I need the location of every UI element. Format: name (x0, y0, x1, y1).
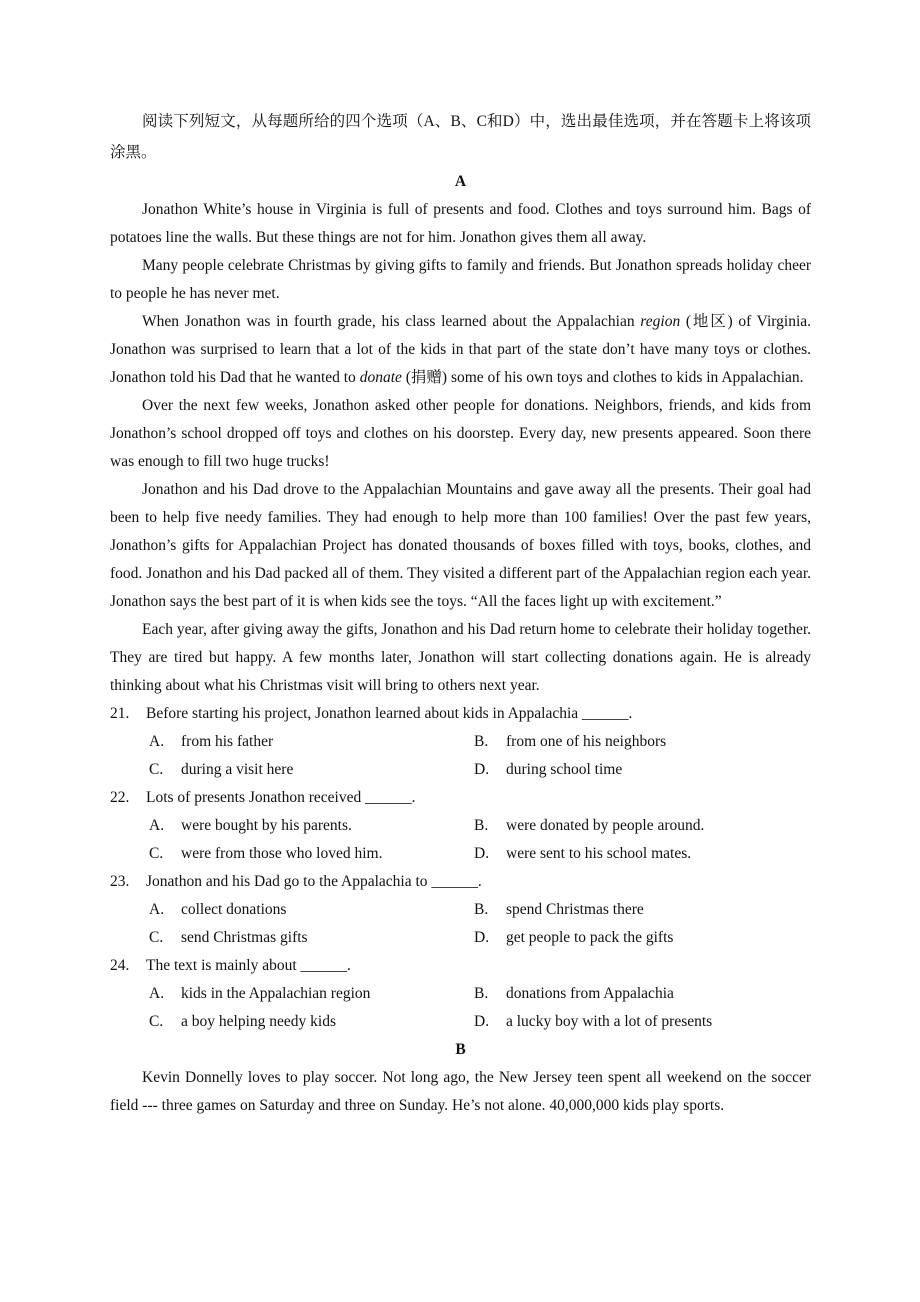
option-letter: B. (474, 817, 489, 834)
passage-a-paragraph-4: Over the next few weeks, Jonathon asked other people for donations. Neighbors, friends, and kids from Jonathon’s school dropped off toys and clothes on his doorstep. Every day, new presents appeared. Soon there was enough to fill two huge trucks! (110, 397, 811, 470)
option-letter: D. (474, 761, 490, 778)
option-text: during a visit here (181, 761, 294, 778)
question-stem: Lots of presents Jonathon received ______. (146, 789, 416, 806)
passage-a-paragraph-1: Jonathon White’s house in Virginia is full of presents and food. Clothes and toys surround him. Bags of potatoes line the walls. But these things are not for him. Jonathon gives them all away. (110, 201, 811, 246)
question-number: 23. (110, 873, 130, 890)
option-b[interactable] (474, 812, 799, 840)
option-text: were from those who loved him. (181, 845, 383, 862)
option-b[interactable] (474, 728, 799, 756)
passage-a-paragraph-3 (110, 308, 811, 392)
option-text: during school time (506, 761, 623, 778)
question-number: 24. (110, 957, 130, 974)
option-letter: B. (474, 733, 489, 750)
option-letter: A. (149, 733, 165, 750)
option-a[interactable] (149, 980, 474, 1008)
option-letter: B. (474, 985, 489, 1002)
passage-b-heading: B (455, 1041, 466, 1058)
option-text: from one of his neighbors (506, 733, 667, 750)
option-letter: A. (149, 985, 165, 1002)
question-22 (110, 784, 811, 868)
question-stem: The text is mainly about ______. (146, 957, 351, 974)
option-d[interactable] (474, 840, 799, 868)
option-a[interactable] (149, 728, 474, 756)
text-run: (捐赠) some of his own toys and clothes to kids in Appalachian. (401, 369, 804, 386)
option-text: get people to pack the gifts (506, 929, 674, 946)
option-letter: A. (149, 817, 165, 834)
question-21 (110, 700, 811, 784)
option-text: from his father (181, 733, 274, 750)
passage-a-paragraph-6: Each year, after giving away the gifts, Jonathon and his Dad return home to celebrate their holiday together. They are tired but happy. A few months later, Jonathon will start collecting donations again. He is already thinking about what his Christmas visit will bring to others next year. (110, 621, 811, 694)
option-a[interactable] (149, 812, 474, 840)
question-stem: Before starting his project, Jonathon learned about kids in Appalachia ______. (146, 705, 633, 722)
option-text: kids in the Appalachian region (181, 985, 371, 1002)
option-text: were bought by his parents. (181, 817, 352, 834)
option-c[interactable] (149, 1008, 474, 1036)
italic-word-region: region (640, 313, 681, 330)
option-letter: D. (474, 845, 490, 862)
option-c[interactable] (149, 756, 474, 784)
option-text: donations from Appalachia (506, 985, 674, 1002)
passage-a-paragraph-2: Many people celebrate Christmas by giving gifts to family and friends. But Jonathon spreads holiday cheer to people he has never met. (110, 257, 811, 302)
passage-a-paragraph-5: Jonathon and his Dad drove to the Appalachian Mountains and gave away all the presents. Their goal had been to help five needy families. They had enough to help more than 100 families! Over the past few years, Jonathon’s gifts for Appalachian Project has donated thousands of boxes filled with toys, books, clothes, and food. Jonathon and his Dad packed all of them. They visited a different part of the Appalachian region each year. Jonathon says the best part of it is when kids see the toys. “All the faces light up with excitement.” (110, 481, 811, 610)
question-number: 21. (110, 705, 130, 722)
question-stem: Jonathon and his Dad go to the Appalachia to ______. (146, 873, 482, 890)
question-number: 22. (110, 789, 130, 806)
option-text: spend Christmas there (506, 901, 644, 918)
option-d[interactable] (474, 1008, 799, 1036)
option-text: were sent to his school mates. (506, 845, 692, 862)
passage-a-heading: A (454, 173, 467, 190)
option-b[interactable] (474, 980, 799, 1008)
option-a[interactable] (149, 896, 474, 924)
option-d[interactable] (474, 924, 799, 952)
question-24 (110, 952, 811, 1036)
option-letter: C. (149, 929, 164, 946)
question-23 (110, 868, 811, 952)
option-letter: C. (149, 1013, 164, 1030)
option-letter: B. (474, 901, 489, 918)
option-letter: C. (149, 761, 164, 778)
passage-b-paragraph-1: Kevin Donnelly loves to play soccer. Not long ago, the New Jersey teen spent all weekend on the soccer field --- three games on Saturday and three on Sunday. He’s not alone. 40,000,000 kids play sports. (110, 1069, 811, 1114)
text-run: When Jonathon was in fourth grade, his class learned about the Appalachian (142, 313, 641, 330)
option-letter: A. (149, 901, 165, 918)
option-text: send Christmas gifts (181, 929, 308, 946)
option-letter: D. (474, 1013, 490, 1030)
italic-word-donate: donate (359, 369, 402, 386)
option-text: a lucky boy with a lot of presents (506, 1013, 713, 1030)
option-letter: D. (474, 929, 490, 946)
text-run: (地区) of Virginia. Jonathon was surprised to learn that a lot of the kids in that part of the state don’t have many toys or clothes. Jonathon told his Dad that he wanted to (110, 313, 812, 386)
option-c[interactable] (149, 924, 474, 952)
option-letter: C. (149, 845, 164, 862)
option-b[interactable] (474, 896, 799, 924)
option-text: were donated by people around. (506, 817, 705, 834)
option-c[interactable] (149, 840, 474, 868)
option-d[interactable] (474, 756, 799, 784)
option-text: collect donations (181, 901, 287, 918)
option-text: a boy helping needy kids (181, 1013, 336, 1030)
instructions: 阅读下列短文，从每题所给的四个选项（A、B、C和D）中，选出最佳选项，并在答题卡上将该项涂黑。 (110, 113, 811, 161)
